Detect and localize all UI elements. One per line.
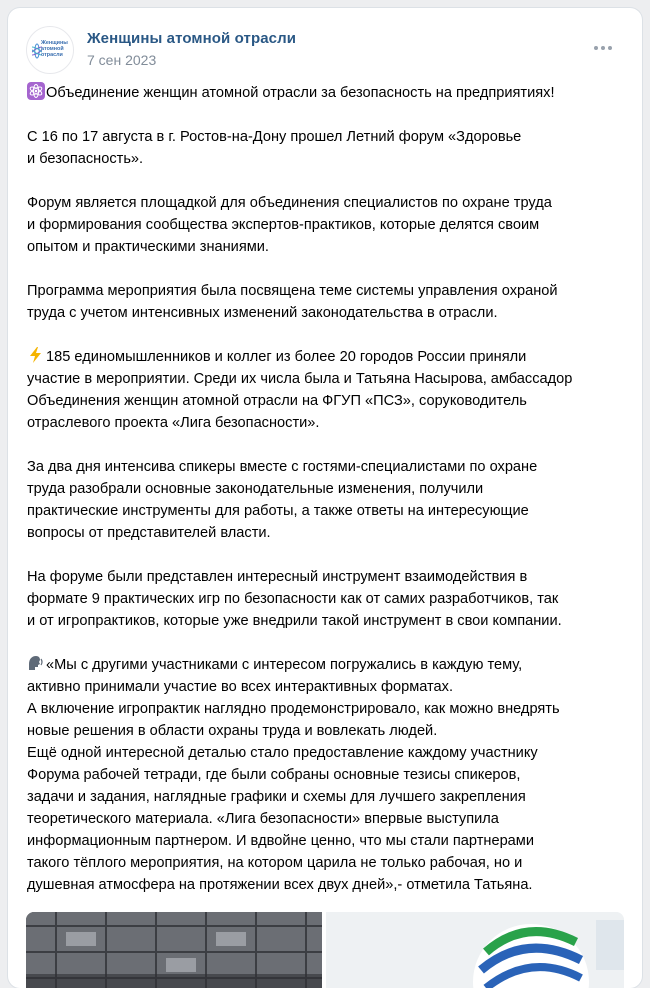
post-paragraph: Программа мероприятия была посвящена теме системы управления охраной труда с учетом интенсивных изменений законодательства в отрасли. [27, 283, 558, 321]
group-name-link[interactable]: Женщины атомной отрасли [87, 30, 297, 47]
post-date[interactable]: 7 сен 2023 [87, 52, 157, 68]
post-paragraph: За два дня интенсива спикеры вместе с гостями-специалистами по охране труда разобрали основные законодательные изменения, получили практические инструменты для работы, а также ответы на интересующие вопросы от представителей власти. [27, 459, 538, 541]
more-options-icon[interactable] [594, 46, 616, 54]
post-text [27, 82, 627, 918]
lightning-icon [27, 346, 45, 364]
group-avatar[interactable] [26, 26, 74, 74]
event-photo-logo[interactable] [326, 912, 624, 988]
post-paragraph: Объединение женщин атомной отрасли за безопасность на предприятиях! [27, 82, 627, 104]
post-paragraph: 185 единомышленников и коллег из более 20 городов России приняли участие в мероприятии. Среди их числа была и Татьяна Насырова, амбассадор Объединения женщин атомной отрасли на ФГУП «ПСЗ», соруководитель отраслевого проекта «Лига безопасности». [27, 346, 627, 434]
avatar-logo-text: Женщины атомной отрасли [41, 40, 68, 58]
post-paragraph: «Мы с другими участниками с интересом погружались в каждую тему, активно принимали участие во всех интерактивных форматах. А включение игропрактик наглядно продемонстрировало, как можно внедрять новые решения в области охраны труда и вовлекать людей. Ещё одной интересной деталью стало предоставление каждому участнику Форума рабочей тетради, где были собраны основные тезисы спикеров, задачи и задания, наглядные графики и схемы для лучшего закрепления теоретического материала. «Лига безопасности» впервые выступила информационным партнером. И вдвойне ценно, что мы стали партнерами такого тёплого мероприятия, на котором царила не только рабочая, но и душевная атмосфера на протяжении всех двух дней»,- отметила Татьяна. [27, 654, 627, 896]
post-paragraph: На форуме были представлен интересный инструмент взаимодействия в формате 9 практических игр по безопасности как от самих разработчиков, так и от игропрактиков, которые уже внедрили такой инструмент в свои компании. [27, 569, 562, 629]
speaking-head-icon [27, 654, 45, 672]
post-photos [26, 912, 624, 988]
post-paragraph: С 16 по 17 августа в г. Ростов-на-Дону прошел Летний форум «Здоровье и безопасность». [27, 129, 522, 167]
post-card [8, 8, 642, 988]
atom-symbol-icon [27, 82, 45, 100]
event-photo-ceiling[interactable] [26, 912, 322, 988]
post-header [26, 26, 624, 74]
post-paragraph: Форум является площадкой для объединения специалистов по охране труда и формирования сообщества экспертов-практиков, которые делятся своим опытом и практическими знаниями. [27, 195, 552, 255]
